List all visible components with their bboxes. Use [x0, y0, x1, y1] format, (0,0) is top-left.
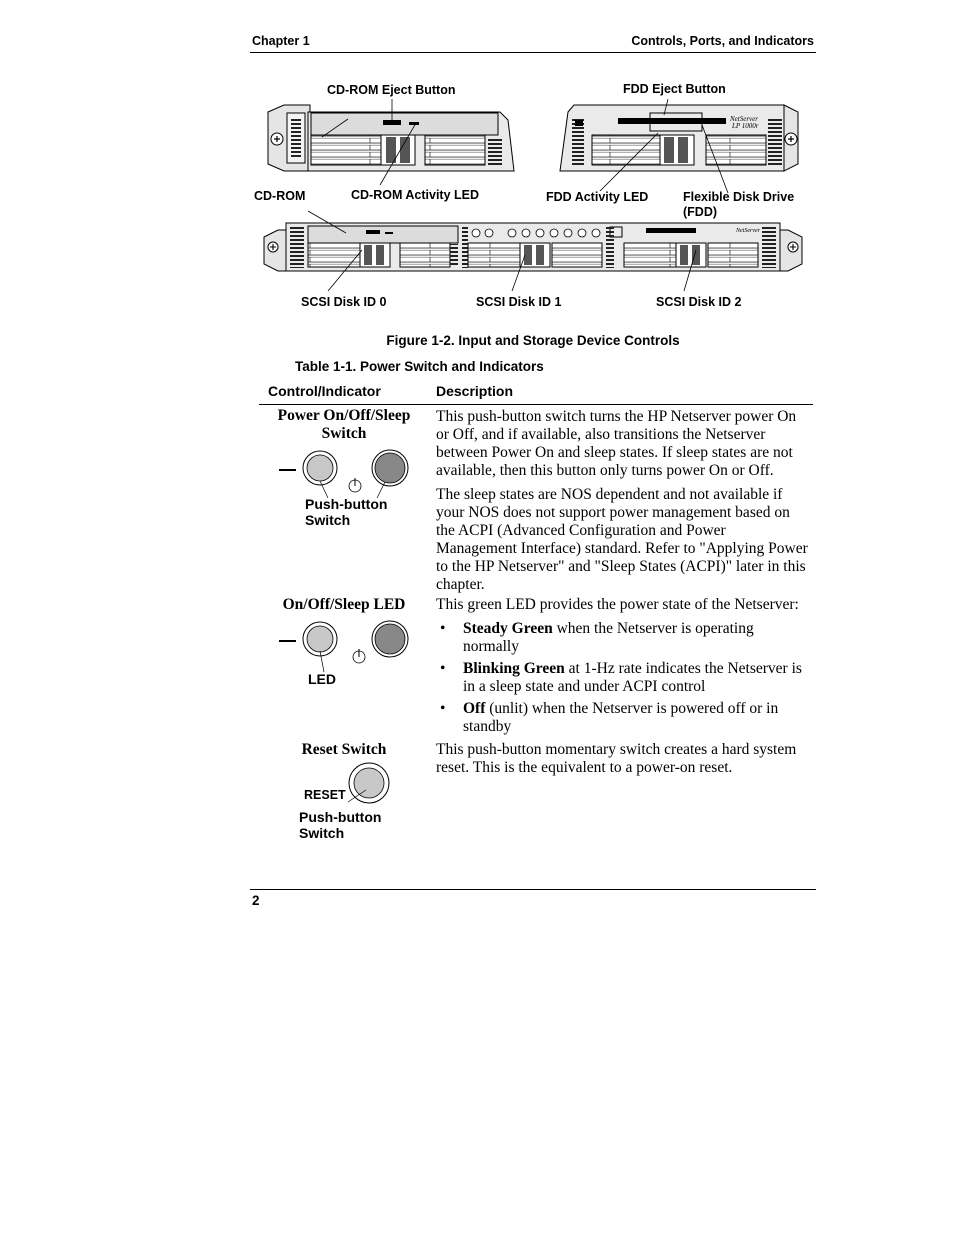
table-caption: Table 1-1. Power Switch and Indicators [295, 359, 544, 374]
callout-cdrom-activity-led: CD-ROM Activity LED [351, 188, 480, 202]
led-state-name: Off [463, 700, 486, 717]
device-figure [250, 75, 816, 320]
callout-cdrom-eject-button: CD-ROM Eject Button [327, 83, 456, 97]
image-label-line-1: Push-button [305, 496, 388, 512]
led-state-name: Steady Green [463, 620, 553, 637]
control-name-line-1: On/Off/Sleep LED [282, 596, 406, 613]
callout-scsi-disk-0: SCSI Disk ID 0 [301, 295, 387, 309]
fdd-unit-illustration [560, 105, 798, 171]
page-number: 2 [252, 893, 260, 908]
svg-text:NetServer: NetServer [736, 228, 760, 234]
control-name-line-2: Switch [321, 425, 367, 442]
callout-scsi-disk-2: SCSI Disk ID 2 [656, 295, 742, 309]
control-name-power-led [259, 596, 429, 614]
callout-cdrom: CD-ROM [254, 189, 306, 203]
reset-printed-label: RESET [304, 788, 346, 802]
chapter-label: Chapter 1 [252, 34, 310, 48]
led-state-text: (unlit) when the Netserver is powered off or in standby [463, 700, 779, 735]
power-led-icon [276, 617, 416, 673]
led-state-text: when the Netserver is operating normally [463, 620, 754, 655]
image-label-line-2: Switch [305, 512, 351, 528]
header-rule [250, 52, 816, 53]
cdrom-unit-illustration [268, 105, 514, 171]
description-paragraph: This push-button switch turns the HP Netserver power On or Off, and if available, also transitions the Netserver between Power On and sleep states. If sleep states are not available, then this button only turns power On or Off. [436, 408, 797, 479]
callout-fdd-abbrev: (FDD) [683, 205, 718, 219]
footer-rule [250, 889, 816, 890]
description-paragraph: This green LED provides the power state of the Netserver: [436, 596, 799, 613]
list-item: • Off (unlit) when the Netserver is powered off or in standby [440, 700, 779, 735]
led-state-list [436, 620, 808, 736]
figure-caption: Figure 1-2. Input and Storage Device Controls [386, 333, 680, 348]
callout-fdd-activity-led: FDD Activity LED [546, 190, 649, 204]
control-name-line-1: Reset Switch [301, 741, 387, 758]
image-label-line-1: Push-button [299, 809, 382, 825]
led-state-name: Blinking Green [463, 660, 565, 677]
column-header-description: Description [436, 383, 514, 399]
section-title: Controls, Ports, and Indicators [631, 34, 814, 48]
reset-switch-image-label [299, 809, 381, 841]
image-label-line-2: Switch [299, 825, 345, 841]
callout-scsi-disk-1: SCSI Disk ID 1 [476, 295, 562, 309]
list-item: • Steady Green when the Netserver is operating normally [440, 620, 754, 655]
list-item: • Blinking Green at 1-Hz rate indicates the Netserver is in a sleep state and under ACPI control [440, 660, 802, 695]
control-name-power-switch [259, 407, 429, 443]
power-switch-description [436, 408, 808, 600]
reset-switch-description [436, 741, 808, 783]
power-led-image-label: LED [308, 671, 336, 687]
control-name-reset-switch [259, 741, 429, 759]
description-paragraph: The sleep states are NOS dependent and not available if your NOS does not support power management based on the ACPI (Advanced Configuration and Power Management Interface) standard. Refer to "Applying Power to the HP Netserver" and "Sleep States (ACPI)" later in this chapter. [436, 486, 808, 593]
svg-text:NetServer: NetServer [730, 115, 758, 123]
callout-fdd-eject-button: FDD Eject Button [623, 82, 726, 96]
power-switch-icon [276, 444, 416, 500]
power-switch-image-label [305, 496, 387, 528]
column-header-control: Control/Indicator [268, 383, 381, 399]
description-paragraph: This push-button momentary switch creates a hard system reset. This is the equivalent to a power-on reset. [436, 741, 797, 776]
svg-text:LP 1000r: LP 1000r [732, 122, 759, 130]
server-unit-illustration [264, 223, 802, 271]
callout-flexible-disk-drive: Flexible Disk Drive [683, 190, 795, 204]
table-header-rule [259, 404, 813, 405]
control-name-line-1: Power On/Off/Sleep [277, 407, 411, 424]
led-state-text: at 1-Hz rate indicates the Netserver is in a sleep state and under ACPI control [463, 660, 802, 695]
power-led-description [436, 596, 808, 740]
